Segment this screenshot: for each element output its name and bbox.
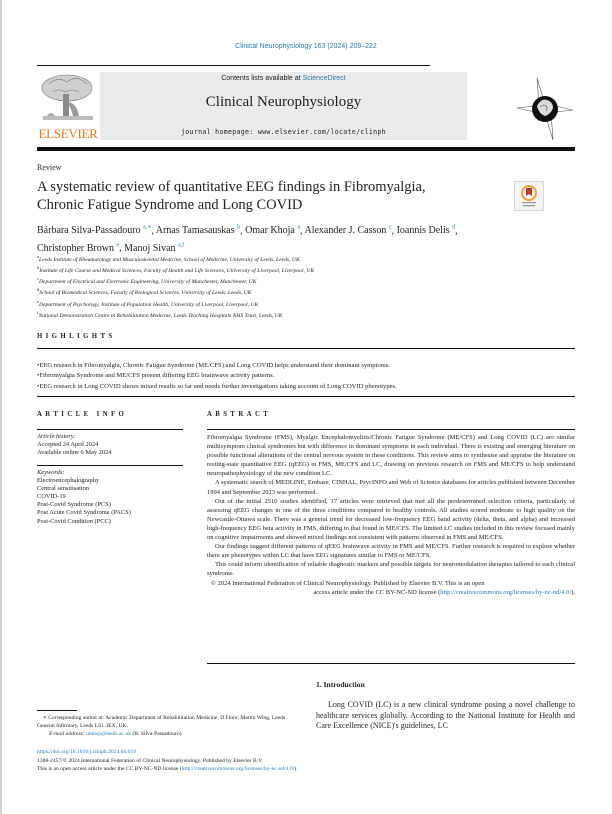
title-line-1: A systematic review of quantitative EEG findings in Fibromyalgia, [37,179,426,195]
elsevier-tree-icon [39,72,95,124]
affiliations [37,253,557,320]
copyright-line: © 2024 International Federation of Clinical Neurophysiology. Published by Elsevier B.V. This is an open [211,579,485,587]
journal-reference[interactable]: Clinical Neurophysiology 163 (2024) 209–222 [235,43,377,50]
affiliation: $^d$School of Biomedical Sciences, Faculty of Biological Sciences, University of Leeds, Leeds, UK [37,287,252,297]
divider [37,348,575,349]
affiliation: $^f$National Demonstration Centre in Rehabilitation Medicine, Leeds Teaching Hospitals NHS Trust, Leeds, UK [37,309,283,319]
keyword: Post-Covid Syndrome (PCS) [37,501,111,509]
article-title [37,178,487,214]
section-heading-introduction: 1. Introduction [316,680,365,689]
keywords [37,469,131,526]
author[interactable]: Omar Khoja $^a$ [245,225,301,237]
license-link[interactable]: http://creativecommons.org/licenses/by-nc-nd/4.0/ [440,588,572,596]
affiliation: $^a$Leeds Institute of Rheumatology and Musculoskeletal Medicine, School of Medicine, University of Leeds, Leeds, UK [37,254,300,263]
keyword: Post-Covid Condition (PCC) [37,517,111,525]
masthead-divider [37,147,575,151]
affiliation: $^c$Department of Electrical and Electronic Engineering, University of Manchester, Manchester, UK [37,276,257,286]
title-line-2: Chronic Fatigue Syndrome and Long COVID [37,197,303,213]
abstract-paragraph: Fibromyalgia Syndrome (FMS), Myalgic Encephalomyelitis/Chronic Fatigue Syndrome (ME/CFS) and Long COVID (LC) are similar multisymptom clinical syndromes but with difference in dominant symptoms in each individual. There is existing and emerging literature on possible functional alterations of the central nervous system in these conditions. This review aims to synthesise and appraise the literature on resting-state quantitative EEG (qEEG) in FMS, ME/CFS and LC, drawing on previous research on FMS and ME/CFS to help understand neuropathophysiology of the new condition LC. [207,434,575,478]
article-history [37,433,111,457]
open-access-line: This is an open access article under the CC BY-NC-ND license (http://creativecommons.org/licenses/by-nc-nd/4.0/). [37,766,298,773]
keyword: Post Acute Covid Syndrome (PACS) [37,509,131,517]
issn-line: 1388-2457/© 2024 International Federation of Clinical Neurophysiology. Published by Elsevier B.V. [37,757,263,764]
journal-banner [100,72,467,140]
keywords-label: Keywords: [37,469,65,476]
corresponding-author-footnote [37,714,302,738]
affiliation: $^b$Institute of Life Course and Medical Sciences, Faculty of Health and Life Sciences, University of Liverpool, Liverpool, UK [37,265,315,275]
divider [37,465,183,466]
abstract-paragraph: A systematic search of MEDLINE, Embase, CINHAL, PsycINFO and Web of Science databases for articles published between December 1994 and September 2023 was performed. [207,479,575,496]
author[interactable]: Manoj Sivan $^{a,f}$ [124,242,185,254]
license-line: access article under the CC BY-NC-ND license (http://creativecommons.org/licenses/by-nc-nd/4.0/). [313,588,575,596]
keyword: Electroencephalography [37,477,100,485]
author[interactable]: Christopher Brown $^e$ [37,242,120,254]
email-link[interactable]: umbsp@leeds.ac.uk [86,731,132,738]
divider [207,663,575,664]
keyword: COVID-19 [37,493,66,501]
divider [37,65,430,66]
contents-line [100,75,467,82]
highlight-item: • Fibromyalgia Syndrome and ME/CFS present differing EEG brainwave activity patterns. [37,371,575,381]
abstract-heading: ABSTRACT [207,411,272,418]
highlights-list [37,361,575,392]
abstract-body [207,433,575,597]
history-label: Article history: [37,433,76,440]
divider [37,396,575,397]
contents-prefix: Contents lists available at [221,75,303,82]
license-link[interactable]: http://creativecommons.org/licenses/by-nc-nd/4.0/ [181,766,295,773]
article-type: Review [37,163,62,172]
masthead [37,70,572,144]
introduction-text: Long COVID (LC) is a new clinical syndrome posing a novel challenge to healthcare services globally. According to the National Institute for Health and Care Excellence (NICE)'s guidelines, LC [316,700,575,731]
journal-homepage[interactable]: journal homepage: www.elsevier.com/locate/clinph [181,128,386,136]
journal-title: Clinical Neurophysiology [205,94,362,110]
divider [207,429,575,430]
highlights-heading: HIGHLIGHTS [37,333,116,340]
article-info-heading: ARTICLE INFO [37,411,128,418]
bottom-metadata [37,748,437,774]
keyword: Central sensitisation [37,485,90,493]
affiliation: $^e$Department of Psychology, Institute of Population Health, University of Liverpool, Liverpool, UK [37,298,259,308]
elsevier-logo[interactable] [37,70,97,142]
page-edge [0,0,2,814]
available-date: Available online 6 May 2024 [37,449,112,457]
email-line: E-mail address: umbsp@leeds.ac.uk (B. Silva-Passadouro). [49,731,183,738]
check-updates-icon [515,182,543,210]
elsevier-wordmark: ELSEVIER [38,126,98,141]
abstract-paragraph: Out of the initial 2510 studies identified, 17 articles were retrieved that met all the predetermined selection criteria, particularly of assessing qEEG changes in one of the three conditions compared to healthy controls. All studies scored moderate to high quality on the Newcastle-Ottawa scale. There was a general trend for decreased low-frequency EEG band activity (delta, theta, and alpha) and increased high-frequency EEG beta activity in FMS, differing to that found in ME/CFS. The limited LC studies included in this review focused mainly on cognitive impairments and showed mixed findings not consistent with patterns observed in FMS and ME/CFS. [207,497,575,542]
author[interactable]: Alexander J. Casson $^c$ [304,225,392,237]
corresponding-address: ∗ Corresponding author at: Academic Department of Rehabilitation Medicine, D Floor, Martin Wing, Leeds General Infirmary, Leeds LS1 3EX, UK. [37,715,286,730]
check-for-updates-button[interactable] [514,181,544,211]
sciencedirect-link[interactable]: ScienceDirect [302,75,346,82]
footnote-divider [37,710,77,711]
doi-link[interactable]: https://doi.org/10.1016/j.clinph.2024.04.019 [37,749,137,755]
divider [37,429,183,430]
abstract-paragraph: This could inform identification of reliable diagnostic markers and possible targets for neuromodulation therapies tailored to each clinical syndrome. [207,561,575,578]
highlight-item: • EEG research in Fibromyalgia, Chronic Fatigue Syndrome (ME/CFS) and Long COVID helps understand their dominant symptoms. [37,361,575,371]
highlight-item: • EEG research in Long COVID shows mixed results so far and needs further investigations taking account of Long COVID phenotypes. [37,382,575,392]
journal-cover-logo[interactable] [515,76,575,142]
author[interactable]: Arnas Tamasauskas $^b$ [155,225,241,237]
abstract-paragraph: Our findings suggest different patterns of qEEG brainwave activity in FMS and ME/CFS. Further research is required to explore whether there are phenotypes within LC that have EEG signatures similar to FMS or ME/CFS. [207,543,575,560]
accepted-date: Accepted 24 April 2024 [37,441,99,449]
author[interactable]: Ioannis Delis $^d$ [396,225,456,237]
author[interactable]: Bárbara Silva-Passadouro $^{a,∗}$ [37,225,152,237]
author-list: Bárbara Silva-Passadouro $^{a,∗}$, Arnas Tamasauskas $^b$, Omar Khoja $^a$, Alexander J. Casson $^c$, Ioannis Delis $^d$, Christopher Brown $^e$, Manoj Sivan $^{a,f}$ [37,225,458,254]
